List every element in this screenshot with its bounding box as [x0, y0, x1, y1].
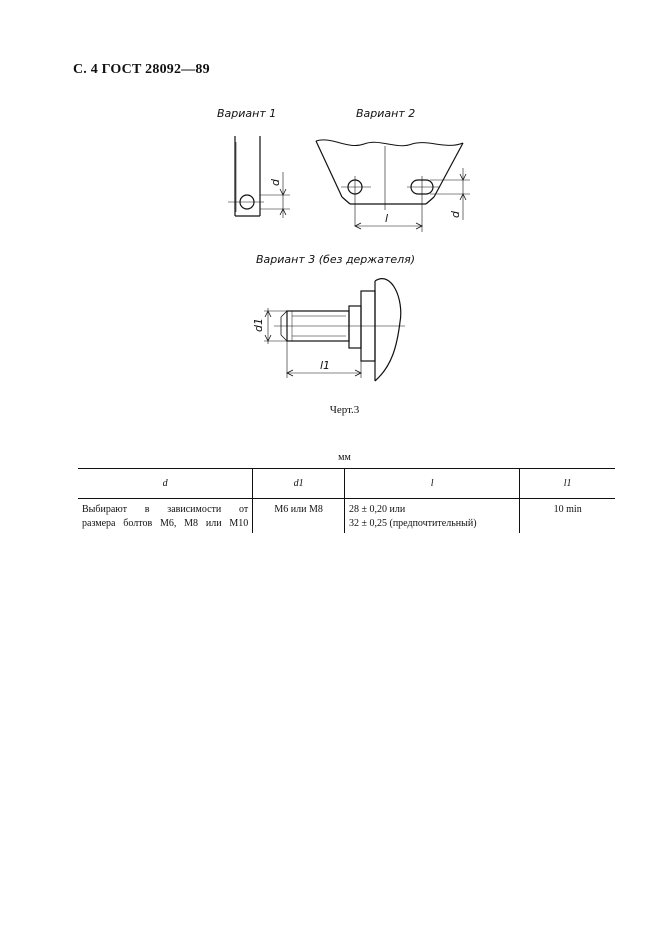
variant1-label: Вариант 1: [217, 107, 277, 120]
dim-l: l: [385, 212, 389, 225]
cell-d1: М6 или М8: [253, 499, 345, 534]
cell-d-line2: размера болтов М6, М8 или М10: [82, 518, 249, 529]
unit-label: мм: [338, 452, 351, 463]
spec-table: [78, 468, 615, 533]
dim-d1: d1: [252, 318, 265, 332]
col-header-d: d: [78, 469, 253, 499]
cell-l: [345, 499, 520, 534]
dim-d-v2: d: [449, 211, 462, 218]
figure-caption: Черт.3: [329, 404, 360, 416]
table-header-row: [78, 469, 615, 499]
col-header-d1: d1: [253, 469, 345, 499]
cell-l-line1: 28 ± 0,20 или: [349, 504, 406, 515]
variant2-figure: [316, 140, 470, 232]
variant1-figure: [228, 136, 290, 218]
cell-l-line2: 32 ± 0,25 (предпочтительный): [349, 518, 477, 529]
variant3-label: Вариант 3 (без держателя): [256, 253, 416, 266]
cell-d-line1: Выбирают в зависимости от: [82, 504, 249, 515]
dim-d-v1: d: [269, 179, 282, 186]
technical-drawing: [0, 0, 661, 400]
variant3-figure: [264, 279, 405, 381]
page-header: С. 4 ГОСТ 28092—89: [73, 62, 210, 77]
cell-l1: 10 min: [520, 499, 615, 534]
cell-d: [78, 499, 253, 534]
dim-l1: l1: [320, 359, 331, 372]
variant2-label: Вариант 2: [356, 107, 416, 120]
col-header-l: l: [345, 469, 520, 499]
col-header-l1: l1: [520, 469, 615, 499]
table-row: [78, 499, 615, 534]
